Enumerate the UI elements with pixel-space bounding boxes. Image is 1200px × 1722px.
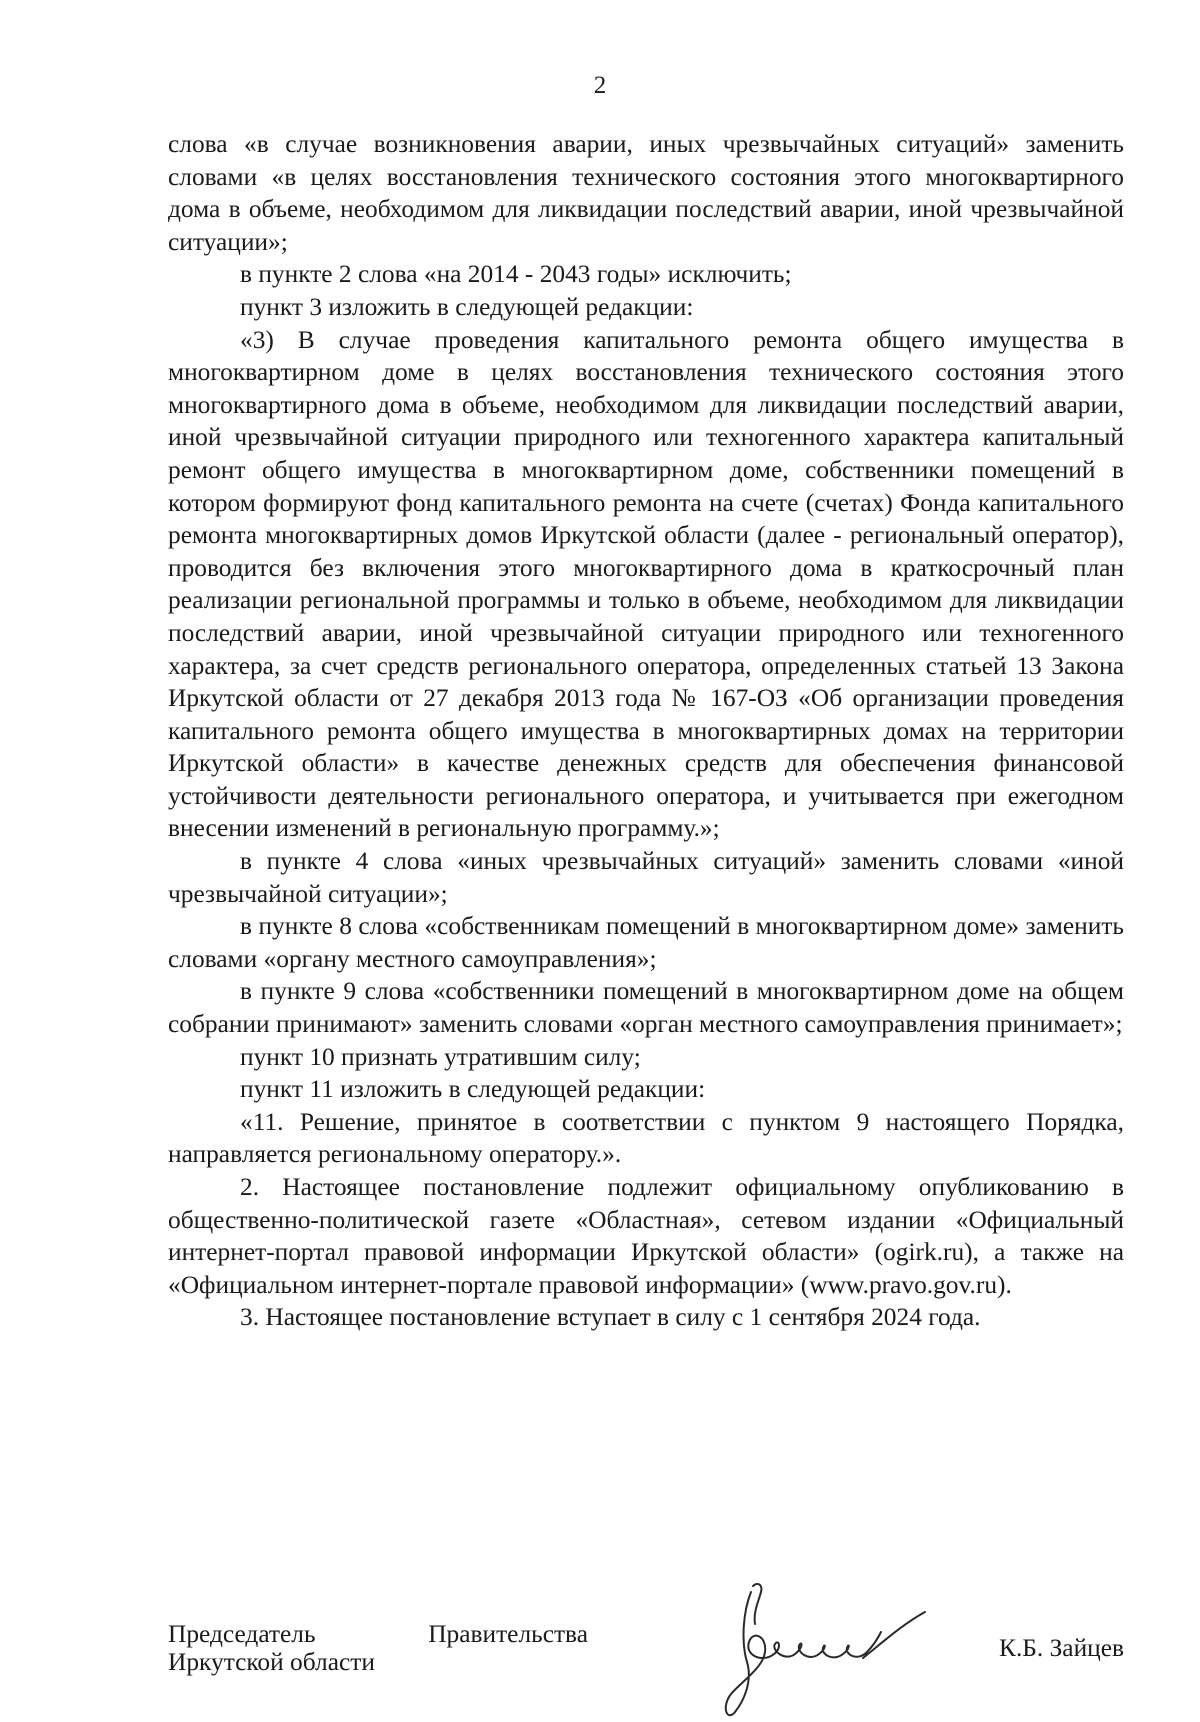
paragraph-4: в пункте 4 слова «иных чрезвычайных ситуаций» заменить словами «иной чрезвычайной ситуации»; — [168, 847, 1124, 908]
signer-title-part1: Председатель — [168, 1620, 316, 1648]
paragraph-0: слова «в случае возникновения аварии, иных чрезвычайных ситуаций» заменить словами «в целях восстановления технического состояния этого многоквартирного дома в объеме, необходимом для ликвидации последствий аварии, иной чрезвычайной ситуации»; — [168, 130, 1124, 256]
paragraph-1: в пункте 2 слова «на 2014 - 2043 годы» исключить; — [240, 260, 792, 289]
signer-title — [168, 1620, 588, 1676]
signer-title-part2: Правительства — [428, 1620, 588, 1648]
paragraph-2: пункт 3 изложить в следующей редакции: — [240, 292, 694, 321]
signer-title-line2: Иркутской области — [168, 1648, 375, 1676]
signer-name: К.Б. Зайцев — [999, 1634, 1124, 1662]
document-body — [168, 128, 1124, 1334]
page-number: 2 — [593, 72, 607, 99]
paragraph-5: в пункте 8 слова «собственникам помещений в многоквартирном доме» заменить словами «органу местного самоуправления»; — [168, 912, 1124, 973]
signature-block — [168, 1620, 1124, 1710]
paragraph-6: в пункте 9 слова «собственники помещений в многоквартирном доме на общем собрании принимают» заменить словами «орган местного самоуправления принимает»; — [168, 977, 1124, 1039]
paragraph-11: 3. Настоящее постановление вступает в силу с 1 сентября 2024 года. — [240, 1303, 981, 1332]
paragraph-9: «11. Решение, принятое в соответствии с пунктом 9 настоящего Порядка, направляется региональному оператору.». — [168, 1107, 1124, 1169]
handwritten-signature-icon — [713, 1572, 933, 1722]
paragraph-8: пункт 11 изложить в следующей редакции: — [240, 1075, 706, 1104]
paragraph-7: пункт 10 признать утратившим силу; — [240, 1042, 641, 1071]
paragraph-10: 2. Настоящее постановление подлежит официальному опубликованию в общественно-политической газете «Областная», сетевом издании «Официальный интернет-портал правовой информации Иркутской области» (ogirk.ru), а также на «Официальном интернет-портале правовой информации» (www.pravo.gov.ru). — [168, 1173, 1124, 1299]
paragraph-3: «3) В случае проведения капитального ремонта общего имущества в многоквартирном доме в целях восстановления технического состояния этого многоквартирного дома в объеме, необходимом для ликвидации последствий аварии, иной чрезвычайной ситуации природного или техногенного характера капитальный ремонт общего имущества в многоквартирном доме, собственники помещений в котором формируют фонд капитального ремонта на счете (счетах) Фонда капитального ремонта многоквартирных домов Иркутской области (далее - региональный оператор), проводится без включения этого многоквартирного дома в краткосрочный план реализации региональной программы и только в объеме, необходимом для ликвидации последствий аварии, иной чрезвычайной ситуации природного или техногенного характера, за счет средств регионального оператора, определенных статьей 13 Закона Иркутской области от 27 декабря 2013 года № 167-ОЗ «Об организации проведения капитального ремонта общего имущества в многоквартирных домах на территории Иркутской области» в качестве денежных средств для обеспечения финансовой устойчивости деятельности регионального оператора, и учитывается при ежегодном внесении изменений в региональную программу.»; — [168, 325, 1124, 843]
